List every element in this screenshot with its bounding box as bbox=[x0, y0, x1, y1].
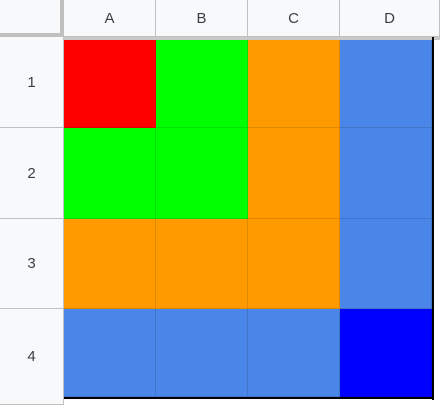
cell-c1[interactable] bbox=[248, 40, 340, 128]
select-all-corner[interactable] bbox=[0, 0, 64, 37]
row-header-1[interactable]: 1 bbox=[0, 37, 64, 128]
cell-b4[interactable] bbox=[156, 309, 248, 397]
cell-a1[interactable] bbox=[64, 40, 156, 128]
header-divider bbox=[64, 37, 440, 40]
cell-d3[interactable] bbox=[340, 219, 432, 309]
row-header-3[interactable]: 3 bbox=[0, 219, 64, 309]
row-header-2[interactable]: 2 bbox=[0, 128, 64, 219]
selection-border-right bbox=[432, 37, 434, 400]
cell-b1[interactable] bbox=[156, 40, 248, 128]
cell-c2[interactable] bbox=[248, 128, 340, 219]
cell-c3[interactable] bbox=[248, 219, 340, 309]
cell-a3[interactable] bbox=[64, 219, 156, 309]
cell-b3[interactable] bbox=[156, 219, 248, 309]
selection-border-bottom bbox=[64, 397, 434, 399]
cell-d4[interactable] bbox=[340, 309, 432, 397]
cell-d1[interactable] bbox=[340, 40, 432, 128]
cell-d2[interactable] bbox=[340, 128, 432, 219]
cell-a2[interactable] bbox=[64, 128, 156, 219]
row-header-4[interactable]: 4 bbox=[0, 309, 64, 405]
column-header-b[interactable]: B bbox=[156, 0, 248, 37]
column-header-a[interactable]: A bbox=[64, 0, 156, 37]
column-header-d[interactable]: D bbox=[340, 0, 440, 37]
cell-c4[interactable] bbox=[248, 309, 340, 397]
cell-b2[interactable] bbox=[156, 128, 248, 219]
cell-a4[interactable] bbox=[64, 309, 156, 397]
column-header-c[interactable]: C bbox=[248, 0, 340, 37]
